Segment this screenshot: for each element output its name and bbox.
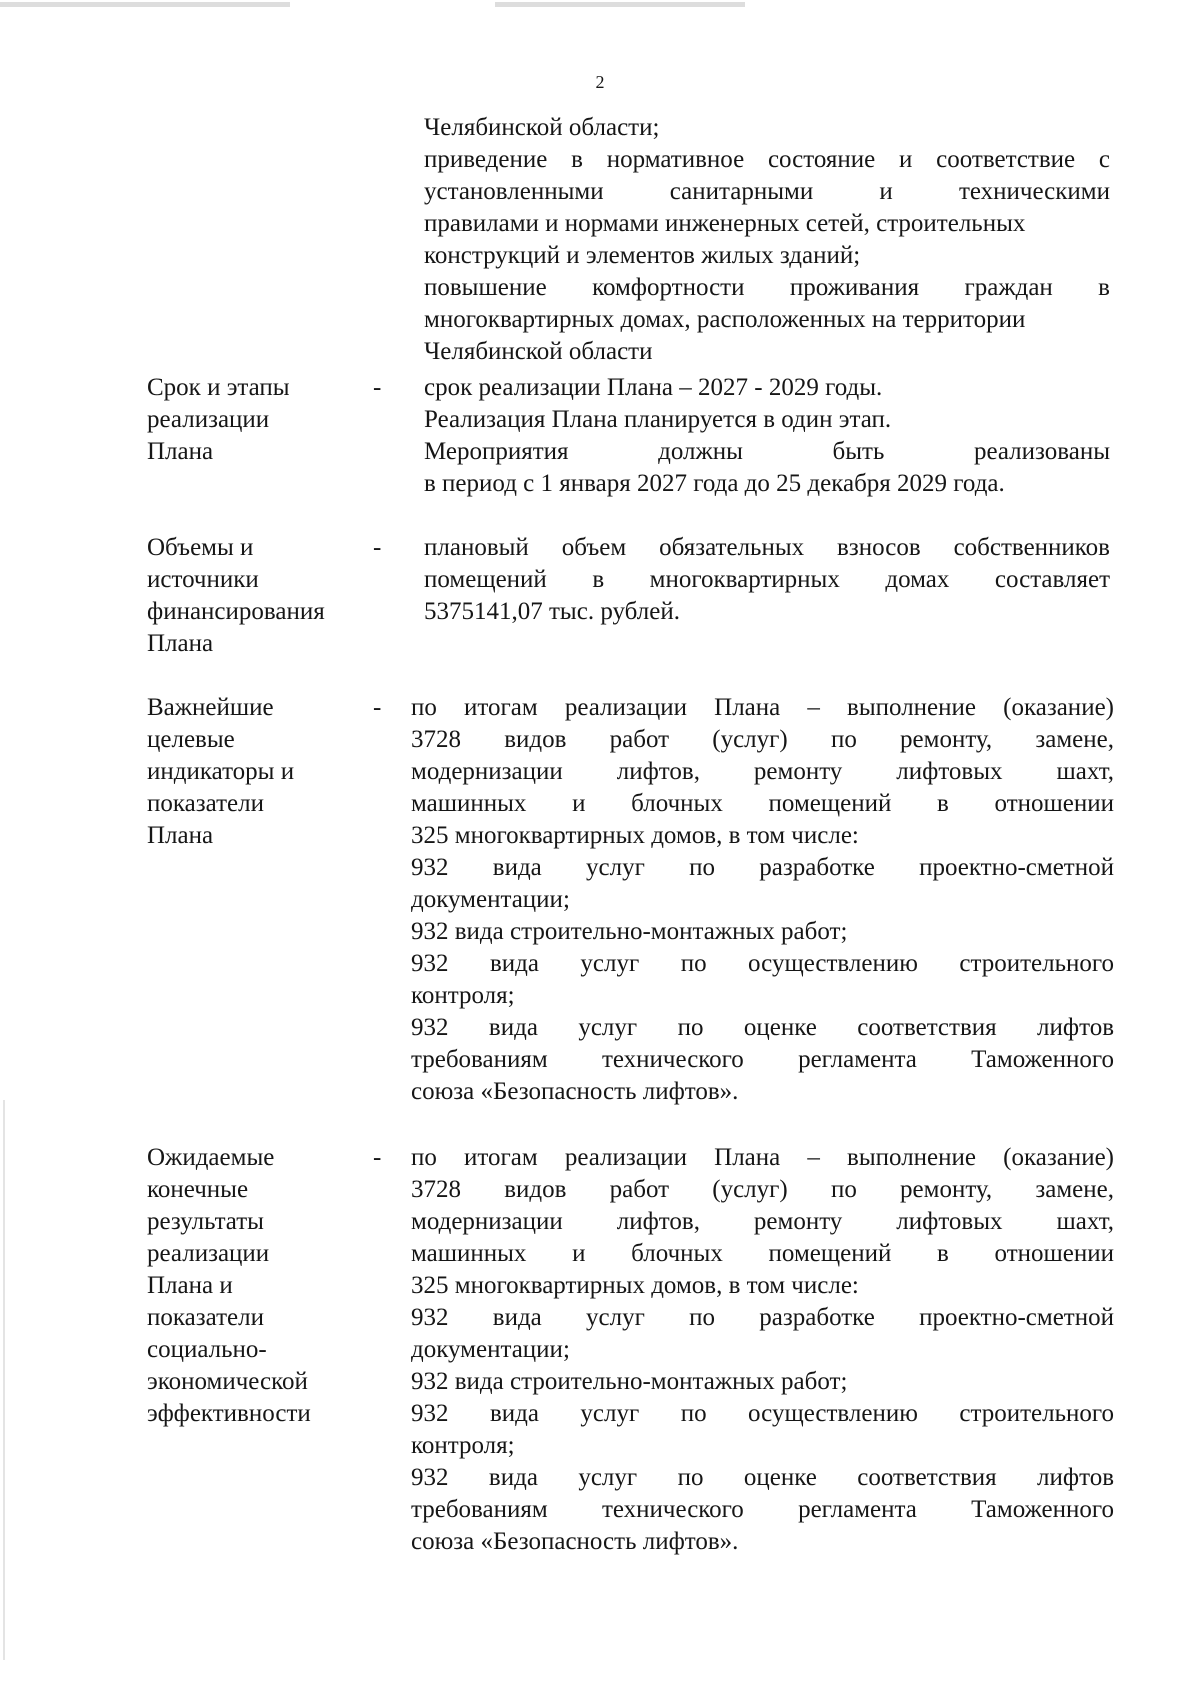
intro-line: приведение в нормативное состояние и соответствие с <box>424 146 1110 173</box>
section-text-line: по итогам реализации Плана – выполнение (оказание) <box>411 694 1114 721</box>
section-text-line: модернизации лифтов, ремонту лифтовых шахт, <box>411 758 1114 785</box>
section-label-line: эффективности <box>147 1400 311 1427</box>
section-label-line: индикаторы и <box>147 758 295 785</box>
section-label-line: экономической <box>147 1368 308 1395</box>
section-label-line: Важнейшие <box>147 694 274 721</box>
scan-artifact-left <box>3 1100 5 1660</box>
section-text-line: по итогам реализации Плана – выполнение (оказание) <box>411 1144 1114 1171</box>
section-text-line: контроля; <box>411 1432 515 1459</box>
section-text-line: 932 вида строительно-монтажных работ; <box>411 918 848 945</box>
section-label-line: Плана и <box>147 1272 233 1299</box>
section-text-line: 5375141,07 тыс. рублей. <box>424 598 680 625</box>
section-text-line: Мероприятия должны быть реализованы <box>424 438 1110 465</box>
section-text-line: требованиям технического регламента Таможенного <box>411 1046 1114 1073</box>
section-text-line: документации; <box>411 1336 570 1363</box>
section-text-line: машинных и блочных помещений в отношении <box>411 1240 1114 1267</box>
section-text-line: 932 вида строительно-монтажных работ; <box>411 1368 848 1395</box>
section-text-line: 932 вида услуг по оценке соответствия лифтов <box>411 1014 1114 1041</box>
section-label-line: показатели <box>147 1304 264 1331</box>
section-dash: - <box>373 534 382 561</box>
section-text-line: Реализация Плана планируется в один этап. <box>424 406 892 433</box>
section-label-line: конечные <box>147 1176 249 1203</box>
section-dash: - <box>373 1144 382 1171</box>
section-label-line: Ожидаемые <box>147 1144 275 1171</box>
section-label-line: Плана <box>147 438 214 465</box>
section-label-line: целевые <box>147 726 235 753</box>
scan-artifact-top <box>0 0 1200 10</box>
section-text-line: контроля; <box>411 982 515 1009</box>
section-label-line: реализации <box>147 1240 270 1267</box>
section-text-line: срок реализации Плана – 2027 - 2029 годы. <box>424 374 883 401</box>
section-label-line: финансирования <box>147 598 325 625</box>
section-dash: - <box>373 374 382 401</box>
section-text-line: 932 вида услуг по осуществлению строительного <box>411 1400 1114 1427</box>
section-text-line: машинных и блочных помещений в отношении <box>411 790 1114 817</box>
intro-line: Челябинской области <box>424 338 653 365</box>
section-text-line: 932 вида услуг по оценке соответствия лифтов <box>411 1464 1114 1491</box>
section-text-line: 3728 видов работ (услуг) по ремонту, замене, <box>411 1176 1114 1203</box>
section-label-line: реализации <box>147 406 270 433</box>
section-text-line: требованиям технического регламента Таможенного <box>411 1496 1114 1523</box>
section-text-line: союза «Безопасность лифтов». <box>411 1528 739 1555</box>
intro-line: многоквартирных домах, расположенных на территории <box>424 306 1026 333</box>
section-label-line: показатели <box>147 790 264 817</box>
section-text-line: помещений в многоквартирных домах составляет <box>424 566 1110 593</box>
section-label-line: источники <box>147 566 259 593</box>
intro-line: конструкций и элементов жилых зданий; <box>424 242 861 269</box>
section-text-line: 932 вида услуг по разработке проектно-сметной <box>411 854 1114 881</box>
intro-line: повышение комфортности проживания граждан в <box>424 274 1110 301</box>
section-label-line: Плана <box>147 822 214 849</box>
section-label-line: результаты <box>147 1208 264 1235</box>
section-dash: - <box>373 694 382 721</box>
section-text-line: 932 вида услуг по осуществлению строительного <box>411 950 1114 977</box>
section-label-line: социально- <box>147 1336 267 1363</box>
section-text-line: союза «Безопасность лифтов». <box>411 1078 739 1105</box>
section-label-line: Плана <box>147 630 214 657</box>
section-text-line: документации; <box>411 886 570 913</box>
section-text-line: в период с 1 января 2027 года до 25 декабря 2029 года. <box>424 470 1005 497</box>
section-label-line: Объемы и <box>147 534 254 561</box>
section-text-line: модернизации лифтов, ремонту лифтовых шахт, <box>411 1208 1114 1235</box>
section-text-line: 3728 видов работ (услуг) по ремонту, замене, <box>411 726 1114 753</box>
section-label-line: Срок и этапы <box>147 374 290 401</box>
page-number: 2 <box>595 72 605 92</box>
intro-line: правилами и нормами инженерных сетей, строительных <box>424 210 1026 237</box>
section-text-line: плановый объем обязательных взносов собственников <box>424 534 1110 561</box>
section-text-line: 325 многоквартирных домов, в том числе: <box>411 822 859 849</box>
intro-line: установленными санитарными и техническими <box>424 178 1110 205</box>
intro-line: Челябинской области; <box>424 114 660 141</box>
section-text-line: 932 вида услуг по разработке проектно-сметной <box>411 1304 1114 1331</box>
section-text-line: 325 многоквартирных домов, в том числе: <box>411 1272 859 1299</box>
